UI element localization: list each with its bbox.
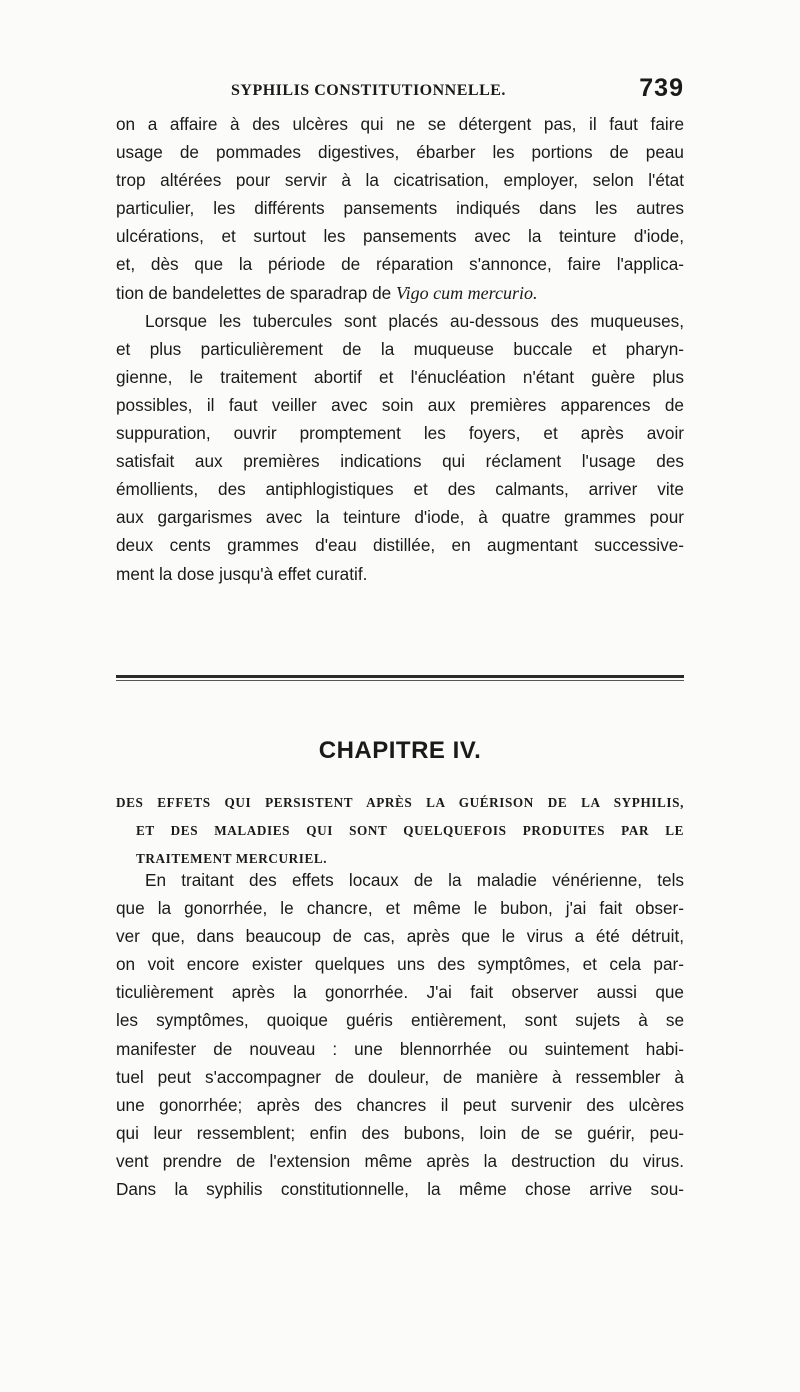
text-line: on a affaire à des ulcères qui ne se détergent pas, il faut faire bbox=[116, 114, 684, 134]
chapter-title: CHAPITRE IV. bbox=[318, 737, 482, 764]
text-line: qui leur ressemblent; enfin des bubons, loin de se guérir, peu- bbox=[116, 1122, 684, 1143]
paragraph-3 bbox=[116, 866, 684, 1203]
text-line: En traitant des effets locaux de la maladie vénérienne, tels bbox=[145, 870, 684, 890]
text-line: émollients, des antiphlogistiques et des calmants, arriver vite bbox=[116, 479, 684, 500]
text-line: Dans la syphilis constitutionnelle, la même chose arrive sou- bbox=[116, 1179, 684, 1200]
chapter-subtitle bbox=[116, 789, 684, 873]
subtitle-line: ET DES MALADIES QUI SONT QUELQUEFOIS PRODUITES PAR LE bbox=[136, 823, 684, 838]
text-line: ment la dose jusqu'à effet curatif. bbox=[116, 563, 368, 584]
text-line: ver que, dans beaucoup de cas, après que le virus a été détruit, bbox=[116, 926, 684, 947]
text-segment: tion de bandelettes de sparadrap de bbox=[116, 282, 396, 303]
text-line: deux cents grammes d'eau distillée, en augmentant successive- bbox=[116, 535, 684, 556]
page-number: 739 bbox=[639, 74, 684, 102]
running-title: SYPHILIS CONSTITUTIONNELLE. bbox=[231, 82, 506, 99]
chapter-divider-rule bbox=[116, 675, 684, 678]
text-line: et, dès que la période de réparation s'annonce, faire l'applica- bbox=[116, 254, 684, 275]
body-text-top bbox=[116, 110, 684, 588]
body-text-bottom bbox=[116, 866, 684, 1203]
text-line: ulcérations, et surtout les pansements avec la teinture d'iode, bbox=[116, 226, 684, 247]
text-line: vent prendre de l'extension même après la destruction du virus. bbox=[116, 1150, 684, 1171]
text-line: on voit encore exister quelques uns des symptômes, et cela par- bbox=[116, 954, 684, 975]
text-line: particulier, les différents pansements indiqués dans les autres bbox=[116, 198, 684, 219]
paragraph-1 bbox=[116, 110, 684, 307]
text-line: usage de pommades digestives, ébarber les portions de peau bbox=[116, 142, 684, 163]
text-line: suppuration, ouvrir promptement les foyers, et après avoir bbox=[116, 423, 684, 444]
text-line: trop altérées pour servir à la cicatrisation, employer, selon l'état bbox=[116, 170, 684, 191]
italic-latin-term: Vigo cum mercurio. bbox=[396, 282, 538, 303]
text-line: gienne, le traitement abortif et l'énucléation n'étant guère plus bbox=[116, 366, 684, 387]
subtitle-line: TRAITEMENT MERCURIEL. bbox=[136, 851, 328, 866]
text-line: satisfait aux premières indications qui réclament l'usage des bbox=[116, 451, 684, 472]
text-line: les symptômes, quoique guéris entièrement, sont sujets à se bbox=[116, 1010, 684, 1031]
subtitle-line: DES EFFETS QUI PERSISTENT APRÈS LA GUÉRISON DE LA SYPHILIS, bbox=[116, 795, 684, 810]
text-line: aux gargarismes avec la teinture d'iode, à quatre grammes pour bbox=[116, 507, 684, 528]
text-line: tuel peut s'accompagner de douleur, de manière à ressembler à bbox=[116, 1066, 684, 1087]
running-head bbox=[116, 74, 684, 110]
text-line: Lorsque les tubercules sont placés au-dessous des muqueuses, bbox=[145, 310, 684, 331]
text-line bbox=[116, 279, 684, 307]
text-line: que la gonorrhée, le chancre, et même le bubon, j'ai fait obser- bbox=[116, 898, 684, 919]
text-line: manifester de nouveau : une blennorrhée ou suintement habi- bbox=[116, 1038, 684, 1059]
text-line: une gonorrhée; après des chancres il peut survenir des ulcères bbox=[116, 1094, 684, 1115]
text-line: possibles, il faut veiller avec soin aux premières apparences de bbox=[116, 394, 684, 415]
text-line: et plus particulièrement de la muqueuse buccale et pharyn- bbox=[116, 338, 684, 359]
text-line: ticulièrement après la gonorrhée. J'ai fait observer aussi que bbox=[116, 982, 684, 1003]
paragraph-2 bbox=[116, 307, 684, 588]
